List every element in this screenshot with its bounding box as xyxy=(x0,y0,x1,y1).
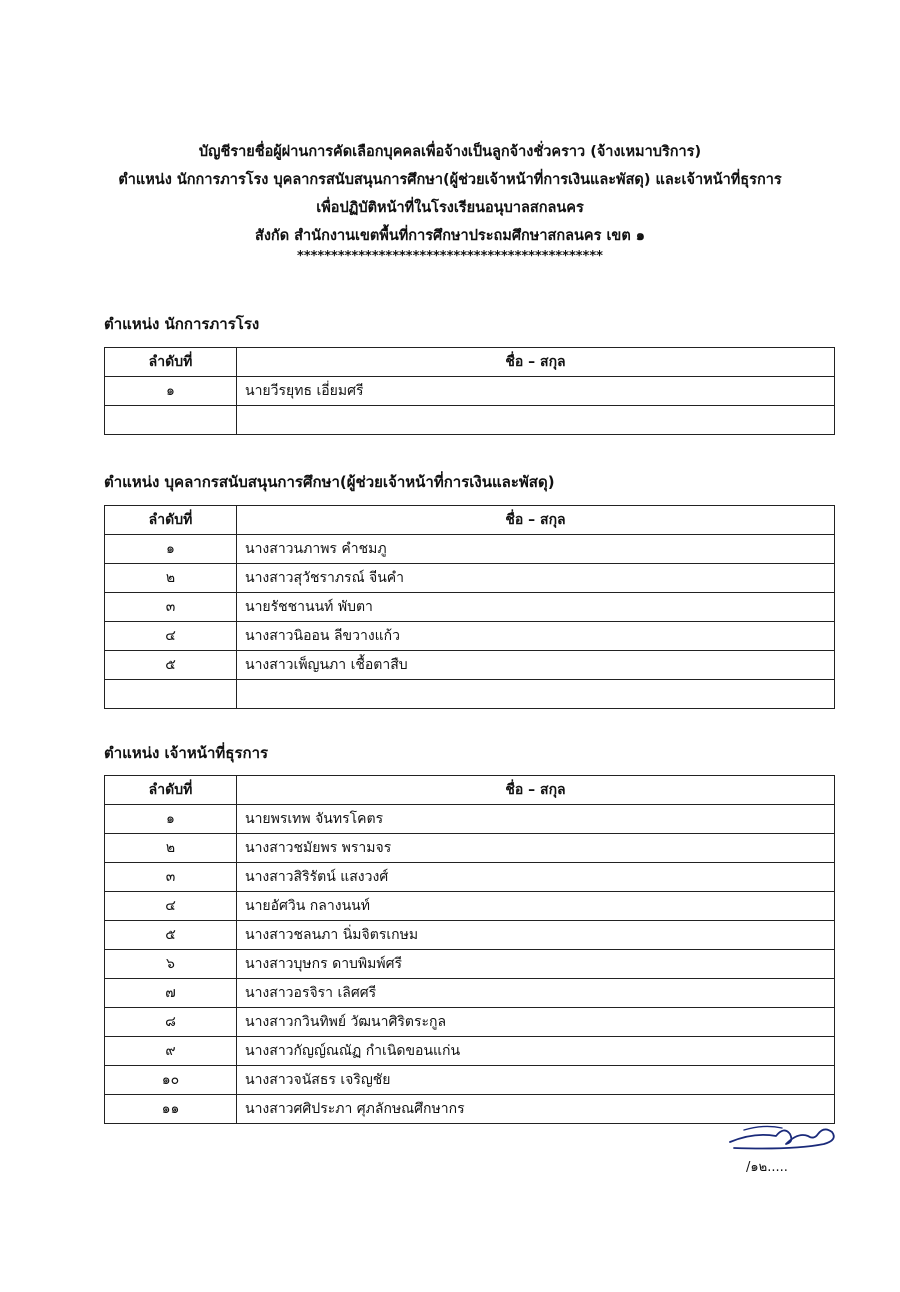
row-order: ๕ xyxy=(105,921,237,950)
row-order: ๑ xyxy=(105,535,237,564)
table-header-row xyxy=(105,506,835,535)
row-name: นางสาวบุษกร ดาบพิมพ์ศรี xyxy=(237,950,835,979)
row-name: นางสาวนภาพร คำชมภู xyxy=(237,535,835,564)
column-header-name: ชื่อ – สกุล xyxy=(237,348,835,377)
row-name: นายอัศวิน กลางนนท์ xyxy=(237,892,835,921)
row-name: นางสาวกวินทิพย์ วัฒนาศิริตระกูล xyxy=(237,1008,835,1037)
table-row-empty xyxy=(105,406,835,435)
table-row xyxy=(105,593,835,622)
row-order: ๕ xyxy=(105,651,237,680)
next-page-reference: /๑๒..... xyxy=(746,1160,788,1175)
table-row xyxy=(105,921,835,950)
row-name: นางสาวจนัสธร เจริญชัย xyxy=(237,1066,835,1095)
row-order: ๑๑ xyxy=(105,1095,237,1124)
row-name: นายพรเทพ จันทรโคตร xyxy=(237,805,835,834)
table-row xyxy=(105,1066,835,1095)
row-order-empty xyxy=(105,680,237,709)
table-row xyxy=(105,892,835,921)
row-order-empty xyxy=(105,406,237,435)
table-janitor xyxy=(104,347,835,435)
section-title-clerk: ตำแหน่ง เจ้าหน้าที่ธุรการ xyxy=(104,744,269,762)
document-header xyxy=(0,138,900,264)
row-name: นายวีรยุทธ เอี่ยมศรี xyxy=(237,377,835,406)
table-row xyxy=(105,834,835,863)
row-order: ๔ xyxy=(105,622,237,651)
row-order: ๑๐ xyxy=(105,1066,237,1095)
row-order: ๔ xyxy=(105,892,237,921)
table-clerk xyxy=(104,775,835,1124)
column-header-order: ลำดับที่ xyxy=(105,776,237,805)
row-name: นางสาวชมัยพร พรามจร xyxy=(237,834,835,863)
column-header-order: ลำดับที่ xyxy=(105,506,237,535)
table-row xyxy=(105,950,835,979)
signature xyxy=(724,1118,844,1154)
row-order: ๒ xyxy=(105,564,237,593)
table-row xyxy=(105,863,835,892)
row-order: ๒ xyxy=(105,834,237,863)
row-order: ๗ xyxy=(105,979,237,1008)
row-name: นางสาวสุวัชราภรณ์ จีนคำ xyxy=(237,564,835,593)
row-order: ๘ xyxy=(105,1008,237,1037)
table-row xyxy=(105,979,835,1008)
row-order: ๑ xyxy=(105,377,237,406)
column-header-name: ชื่อ – สกุล xyxy=(237,506,835,535)
table-row xyxy=(105,377,835,406)
row-order: ๙ xyxy=(105,1037,237,1066)
header-line-3: เพื่อปฏิบัติหน้าที่ในโรงเรียนอนุบาลสกลนคร xyxy=(316,200,584,216)
table-row xyxy=(105,535,835,564)
table-header-row xyxy=(105,776,835,805)
row-name-empty xyxy=(237,680,835,709)
header-line-4: สังกัด สำนักงานเขตพื้นที่การศึกษาประถมศึกษาสกลนคร เขต ๑ xyxy=(255,228,645,244)
column-header-order: ลำดับที่ xyxy=(105,348,237,377)
row-order: ๓ xyxy=(105,863,237,892)
table-support-staff xyxy=(104,505,835,709)
row-order: ๓ xyxy=(105,593,237,622)
table-row xyxy=(105,564,835,593)
row-name: นางสาวอรจิรา เลิศศรี xyxy=(237,979,835,1008)
table-header-row xyxy=(105,348,835,377)
table-row xyxy=(105,1008,835,1037)
row-name: นางสาวนิออน ลีขวางแก้ว xyxy=(237,622,835,651)
table-row-empty xyxy=(105,680,835,709)
row-order: ๖ xyxy=(105,950,237,979)
table-row xyxy=(105,805,835,834)
row-name: นางสาวกัญญ์ณณัฏ กำเนิดขอนแก่น xyxy=(237,1037,835,1066)
table-row xyxy=(105,622,835,651)
column-header-name: ชื่อ – สกุล xyxy=(237,776,835,805)
section-title-janitor: ตำแหน่ง นักการภารโรง xyxy=(104,315,260,333)
section-title-support-staff: ตำแหน่ง บุคลากรสนับสนุนการศึกษา(ผู้ช่วยเจ้าหน้าที่การเงินและพัสดุ) xyxy=(104,473,555,491)
row-name: นางสาวเพ็ญนภา เชื้อตาสืบ xyxy=(237,651,835,680)
row-name: นางสาวสิริรัตน์ แสงวงศ์ xyxy=(237,863,835,892)
header-line-2: ตำแหน่ง นักการภารโรง บุคลากรสนับสนุนการศึกษา(ผู้ช่วยเจ้าหน้าที่การเงินและพัสดุ) และเจ้าหน้าที่ธุรการ xyxy=(118,172,782,188)
header-star-divider: ********************************************* xyxy=(297,249,603,264)
table-row xyxy=(105,651,835,680)
row-name: นางสาวศศิประภา ศุภลักษณศึกษากร xyxy=(237,1095,835,1124)
row-order: ๑ xyxy=(105,805,237,834)
row-name-empty xyxy=(237,406,835,435)
table-row xyxy=(105,1037,835,1066)
row-name: นายรัชชานนท์ พับตา xyxy=(237,593,835,622)
header-line-1: บัญชีรายชื่อผู้ผ่านการคัดเลือกบุคคลเพื่อจ้างเป็นลูกจ้างชั่วคราว (จ้างเหมาบริการ) xyxy=(198,144,702,160)
row-name: นางสาวชลนภา นิ่มจิตรเกษม xyxy=(237,921,835,950)
